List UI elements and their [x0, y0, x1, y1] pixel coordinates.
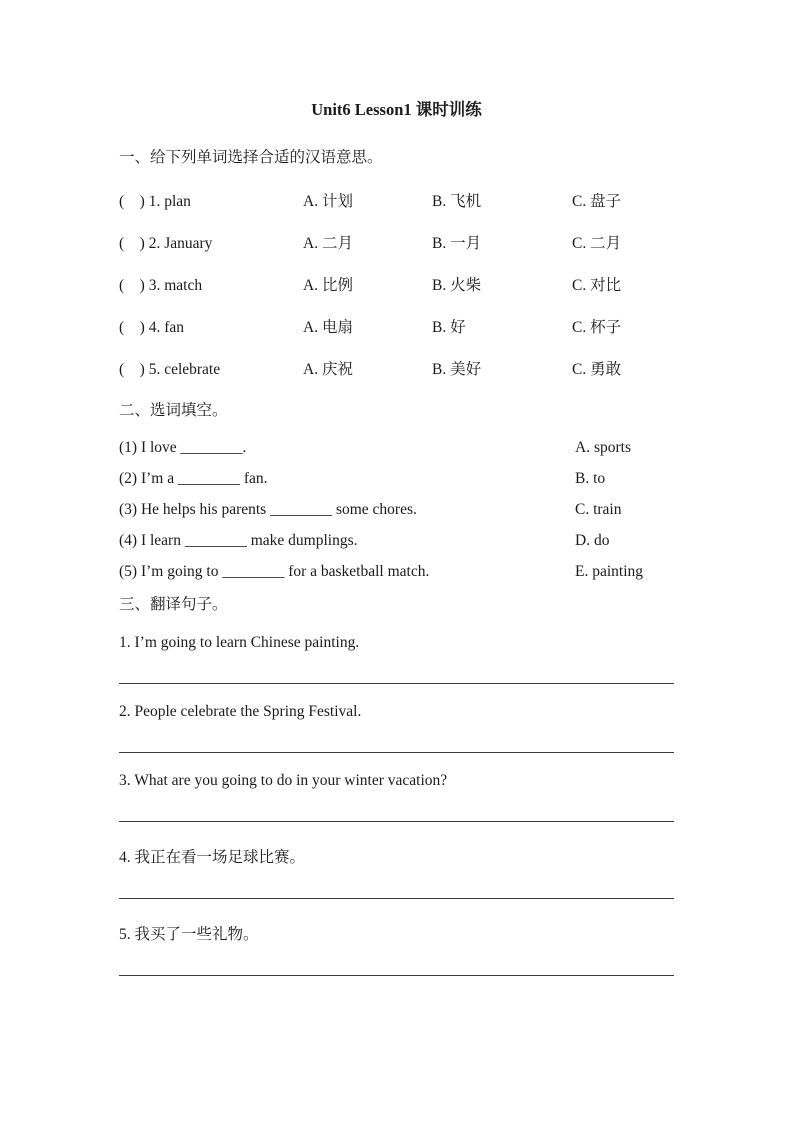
- translate-sentence-2: 2. People celebrate the Spring Festival.: [119, 703, 362, 720]
- option-a: A. 计划: [303, 193, 353, 210]
- fill-sentence: (4) I learn ________ make dumplings.: [119, 532, 358, 549]
- fill-sentence: (1) I love ________.: [119, 439, 247, 456]
- vocab-word: ( ) 2. January: [119, 235, 213, 252]
- section3-heading: 三、翻译句子。: [119, 596, 228, 613]
- vocab-word: ( ) 3. match: [119, 277, 203, 294]
- fill-row-3: [119, 500, 674, 520]
- option-b: B. 美好: [432, 361, 482, 378]
- fill-row-1: [119, 438, 674, 458]
- vocab-row-4: [119, 318, 674, 338]
- word-option: B. to: [575, 470, 606, 487]
- answer-line-5: [119, 975, 674, 976]
- fill-row-2: [119, 469, 674, 489]
- option-a: A. 二月: [303, 235, 353, 252]
- word-option: C. train: [575, 501, 622, 518]
- vocab-row-3: [119, 276, 674, 296]
- option-b: B. 一月: [432, 235, 482, 252]
- option-c: C. 盘子: [572, 193, 622, 210]
- translate-sentence-1: 1. I’m going to learn Chinese painting.: [119, 634, 360, 651]
- answer-line-2: [119, 752, 674, 753]
- vocab-word: ( ) 5. celebrate: [119, 361, 221, 378]
- option-b: B. 火柴: [432, 277, 482, 294]
- word-option: E. painting: [575, 563, 644, 580]
- word-option: A. sports: [575, 439, 631, 456]
- page-title: Unit6 Lesson1 课时训练: [311, 100, 482, 119]
- option-a: A. 比例: [303, 277, 353, 294]
- answer-line-1: [119, 683, 674, 684]
- vocab-word: ( ) 4. fan: [119, 319, 184, 336]
- fill-row-5: [119, 562, 674, 582]
- vocab-row-5: [119, 360, 674, 380]
- vocab-row-1: [119, 192, 674, 212]
- option-c: C. 二月: [572, 235, 622, 252]
- option-b: B. 飞机: [432, 193, 482, 210]
- option-c: C. 对比: [572, 277, 622, 294]
- translate-sentence-5: 5. 我买了一些礼物。: [119, 926, 259, 943]
- vocab-row-2: [119, 234, 674, 254]
- fill-sentence: (2) I’m a ________ fan.: [119, 470, 268, 487]
- option-b: B. 好: [432, 319, 466, 336]
- translate-sentence-4: 4. 我正在看一场足球比赛。: [119, 849, 306, 866]
- answer-line-4: [119, 898, 674, 899]
- fill-sentence: (5) I’m going to ________ for a basketball match.: [119, 563, 430, 580]
- option-c: C. 杯子: [572, 319, 622, 336]
- word-option: D. do: [575, 532, 610, 549]
- answer-line-3: [119, 821, 674, 822]
- fill-sentence: (3) He helps his parents ________ some chores.: [119, 501, 417, 518]
- option-a: A. 庆祝: [303, 361, 353, 378]
- option-a: A. 电扇: [303, 319, 353, 336]
- section2-heading: 二、选词填空。: [119, 402, 228, 419]
- section1-heading: 一、给下列单词选择合适的汉语意思。: [119, 149, 383, 166]
- option-c: C. 勇敢: [572, 361, 622, 378]
- translate-sentence-3: 3. What are you going to do in your winter vacation?: [119, 772, 448, 789]
- vocab-word: ( ) 1. plan: [119, 193, 191, 210]
- fill-row-4: [119, 531, 674, 551]
